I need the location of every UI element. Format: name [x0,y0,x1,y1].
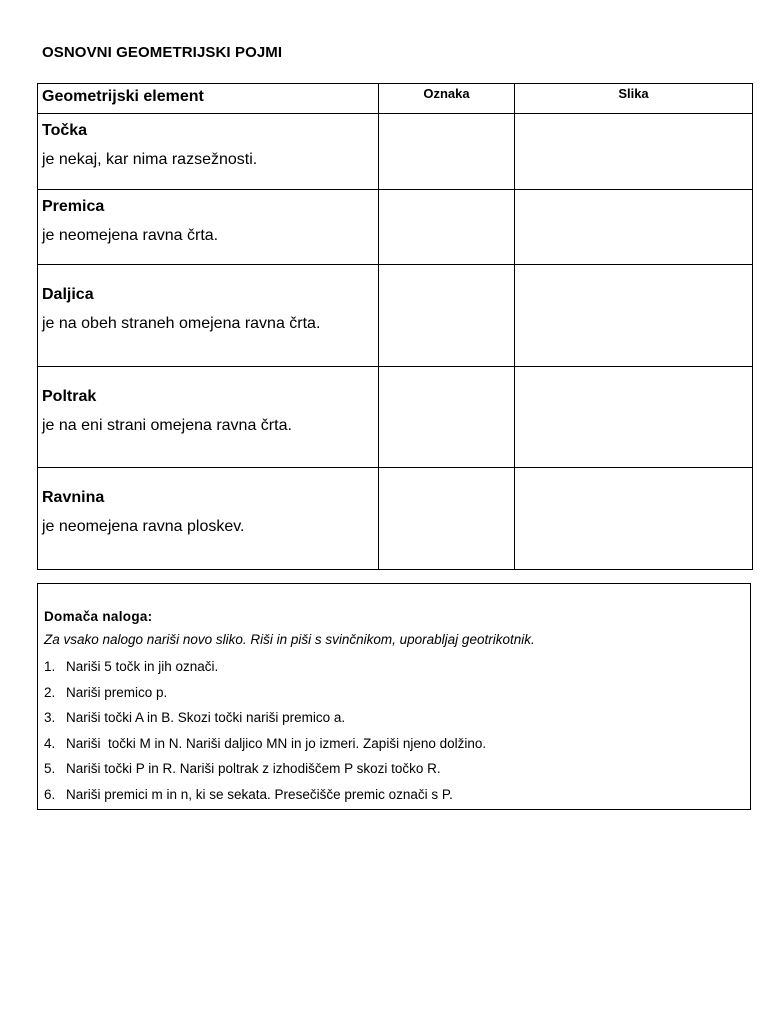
oznaka-cell[interactable] [379,265,515,367]
slika-cell[interactable] [515,468,753,570]
homework-task-list [44,658,486,811]
oznaka-cell[interactable] [379,114,515,190]
slika-cell[interactable] [515,190,753,265]
homework-title: Domača naloga: [44,609,153,624]
list-item [44,658,486,684]
homework-instructions: Za vsako nalogo nariši novo sliko. Riši in piši s svinčnikom, uporabljaj geotrikotnik. [44,632,535,647]
term-definition: je na obeh straneh omejena ravna črta. [42,315,321,332]
table-row [38,367,753,468]
oznaka-cell[interactable] [379,367,515,468]
task-number: 1. [44,659,56,674]
table-row [38,468,753,570]
term-name: Poltrak [42,388,97,405]
task-text: Nariši točki A in B. Skozi točki nariši premico a. [66,710,346,725]
slika-cell[interactable] [515,367,753,468]
task-number: 6. [44,786,56,802]
term-cell [38,265,379,367]
header-oznaka: Oznaka [379,84,515,114]
task-text: Nariši premico p. [66,684,168,700]
homework-box [37,583,751,810]
term-cell [38,190,379,265]
header-slika: Slika [515,84,753,114]
header-element: Geometrijski element [38,84,379,114]
term-cell [38,114,379,190]
task-text: Nariši točki P in R. Nariši poltrak z izhodiščem P skozi točko R. [66,761,441,776]
term-definition: je na eni strani omejena ravna črta. [42,417,292,434]
task-text: Nariši 5 točk in jih označi. [66,659,219,674]
list-item [44,735,486,761]
slika-cell[interactable] [515,114,753,190]
term-name: Daljica [42,286,94,303]
table-row [38,190,753,265]
term-name: Točka [42,122,88,139]
list-item [44,709,486,735]
term-name: Premica [42,198,105,215]
term-cell [38,468,379,570]
slika-cell[interactable] [515,265,753,367]
term-definition: je nekaj, kar nima razsežnosti. [42,151,258,168]
task-text: Nariši premici m in n, ki se sekata. Presečišče premic označi s P. [66,786,453,802]
term-cell [38,367,379,468]
task-number: 2. [44,684,56,700]
task-text: Nariši točki M in N. Nariši daljico MN in jo izmeri. Zapiši njeno dolžino. [66,735,487,751]
table-header-row [38,84,753,114]
term-definition: je neomejena ravna črta. [42,227,219,244]
table-row [38,265,753,367]
task-number: 3. [44,710,56,725]
list-item [44,684,486,710]
table-row [38,114,753,190]
list-item [44,786,486,812]
geometry-terms-table [37,83,753,570]
task-number: 5. [44,761,56,776]
page-title: OSNOVNI GEOMETRIJSKI POJMI [42,44,283,61]
oznaka-cell[interactable] [379,190,515,265]
list-item [44,760,486,786]
term-definition: je neomejena ravna ploskev. [42,518,245,535]
oznaka-cell[interactable] [379,468,515,570]
term-name: Ravnina [42,489,105,506]
task-number: 4. [44,735,56,751]
